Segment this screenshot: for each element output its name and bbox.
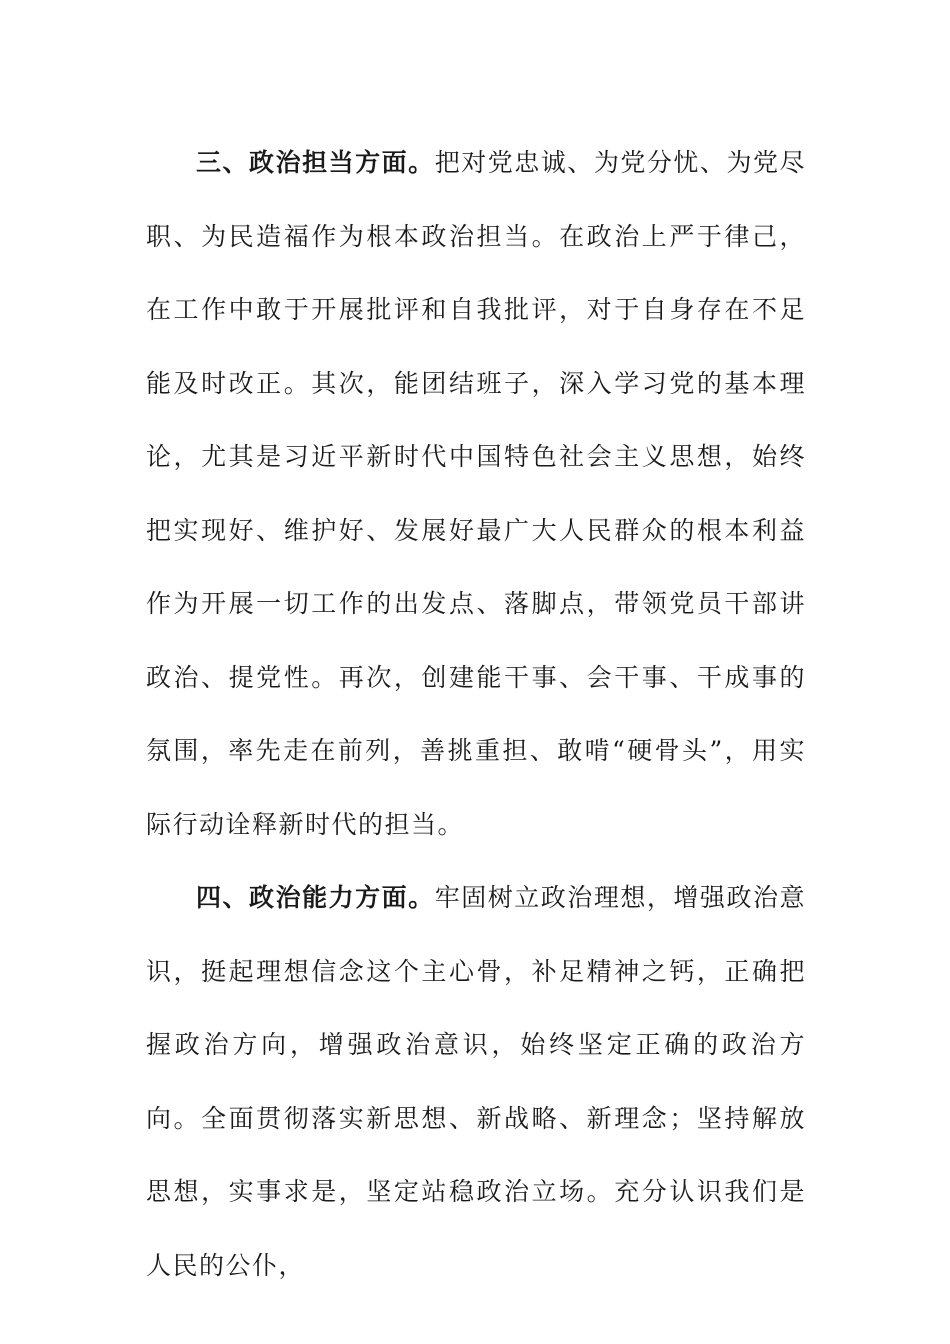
paragraph-text: 把对党忠诚、为党分忧、为党尽职、为民造福作为根本政治担当。在政治上严于律己，在工作中敢于开展批评和自我批评，对于自身存在不足能及时改正。其次，能团结班子，深入学习党的基本理论，尤其是习近平新时代中国特色社会主义思想，始终把实现好、维护好、发展好最广大人民群众的根本利益作为开展一切工作的出发点、落脚点，带领党员干部讲政治、提党性。再次，创建能干事、会干事、干成事的氛围，率先走在前列，善挑重担、敢啃“硬骨头”，用实际行动诠释新时代的担当。 (146, 148, 806, 839)
paragraph-political-responsibility (146, 126, 806, 861)
paragraph-political-ability (146, 861, 806, 1302)
paragraph-text: 牢固树立政治理想，增强政治意识，挺起理想信念这个主心骨，补足精神之钙，正确把握政治方向，增强政治意识，始终坚定正确的政治方向。全面贯彻落实新思想、新战略、新理念；坚持解放思想，实事求是，坚定站稳政治立场。充分认识我们是人民的公仆， (146, 883, 806, 1280)
paragraph-heading: 三、政治担当方面。 (196, 148, 435, 177)
document-body (146, 126, 806, 1302)
paragraph-heading: 四、政治能力方面。 (196, 883, 435, 912)
